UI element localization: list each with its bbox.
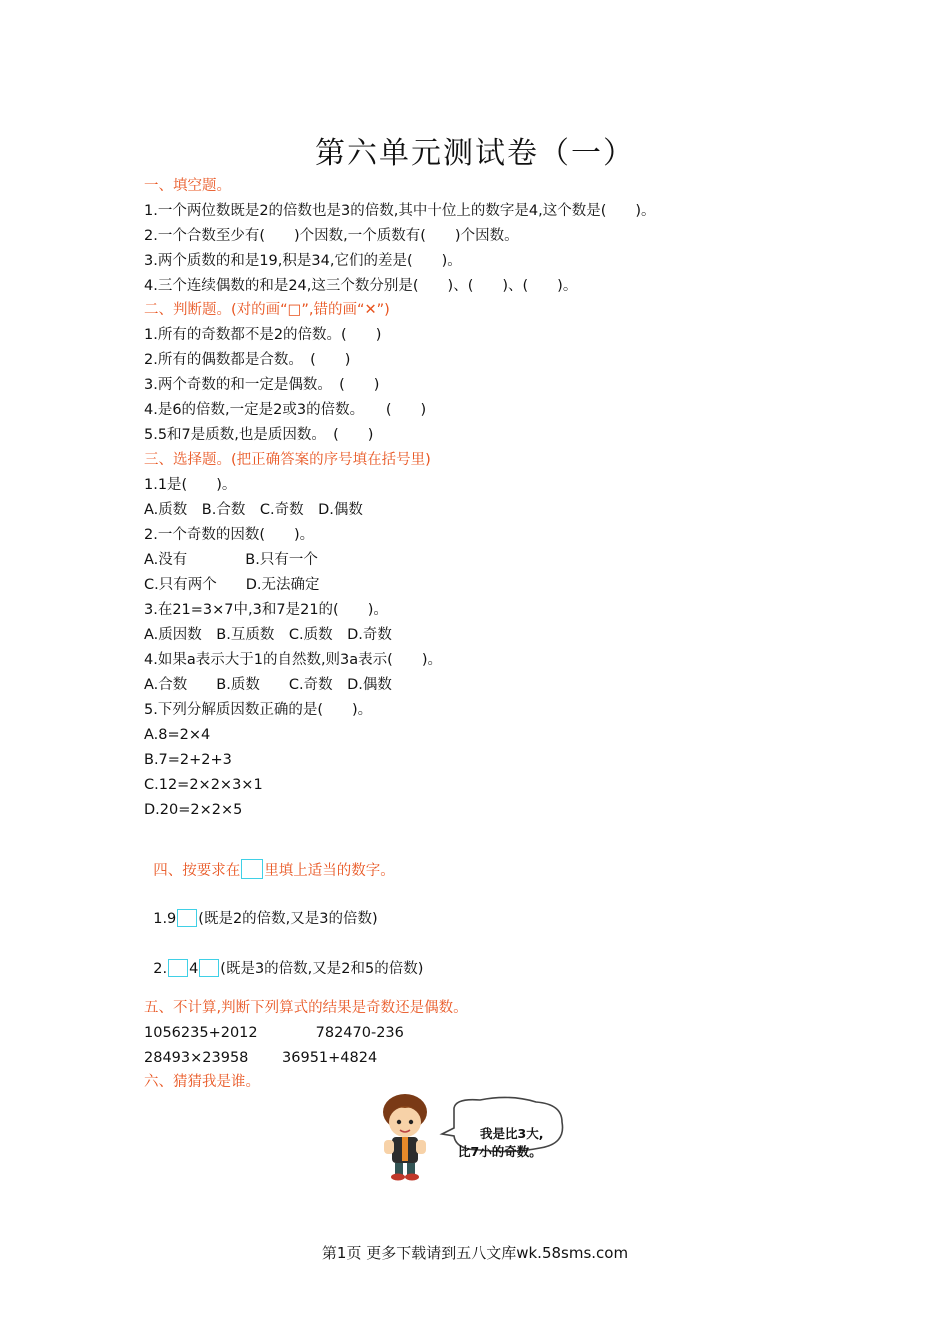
section-2-heading: 二、判断题。(对的画“□”,错的画“✕”) [144,302,390,318]
judge-question-5: 5.5和7是质数,也是质因数。 ( ) [144,427,374,443]
choice-question-2-options-b: C.只有两个 D.无法确定 [144,577,320,593]
page-title: 第六单元测试卷（一） [315,136,635,171]
answer-box [241,859,263,879]
choice-question-5-option-c: C.12=2×2×3×1 [144,777,263,793]
digit-question-2 [144,939,423,979]
section-3-heading: 三、选择题。(把正确答案的序号填在括号里) [144,452,431,468]
page-footer: 第1页 更多下载请到五八文库wk.58sms.com [321,1244,629,1262]
choice-question-2: 2.一个奇数的因数( )。 [144,527,315,543]
choice-question-5-option-a: A.8=2×4 [144,727,211,743]
speech-bubble-line-2: 比7小的奇数。 [458,1144,542,1159]
section-1-heading: 一、填空题。 [144,178,231,194]
choice-question-1-options: A.质数 B.合数 C.奇数 D.偶数 [144,502,363,518]
digit-question-2-mid: 4 [189,961,199,977]
choice-question-4-options: A.合数 B.质数 C.奇数 D.偶数 [144,677,392,693]
judge-question-2: 2.所有的偶数都是合数。 ( ) [144,352,351,368]
judge-question-3: 3.两个奇数的和一定是偶数。 ( ) [144,377,380,393]
fill-question-1: 1.一个两位数既是2的倍数也是3的倍数,其中十位上的数字是4,这个数是( )。 [144,203,656,219]
speech-bubble-line-1: 我是比3大, [480,1126,544,1141]
choice-question-2-options-a: A.没有 B.只有一个 [144,552,318,568]
answer-box[interactable] [168,959,188,977]
expression-row-2: 28493×23958 36951+4824 [144,1050,378,1066]
judge-question-4: 4.是6的倍数,一定是2或3的倍数。 ( ) [144,402,427,418]
fill-question-2: 2.一个合数至少有( )个因数,一个质数有( )个因数。 [144,228,519,244]
digit-question-1-pre: 1.9 [153,911,177,927]
digit-question-1-post: (既是2的倍数,又是3的倍数) [198,911,378,927]
expression-row-1: 1056235+2012 782470-236 [144,1025,404,1041]
choice-question-3: 3.在21=3×7中,3和7是21的( )。 [144,602,388,618]
choice-question-3-options: A.质因数 B.互质数 C.质数 D.奇数 [144,627,392,643]
answer-box[interactable] [199,959,219,977]
digit-question-2-pre: 2. [153,961,168,977]
section-4-heading-pre: 四、按要求在 [153,863,241,879]
choice-question-5-option-d: D.20=2×2×5 [144,802,243,818]
judge-question-1: 1.所有的奇数都不是2的倍数。( ) [144,327,382,343]
section-4-heading [144,839,395,881]
choice-question-5-option-b: B.7=2+2+3 [144,752,232,768]
choice-question-1: 1.1是( )。 [144,477,237,493]
fill-question-3: 3.两个质数的和是19,积是34,它们的差是( )。 [144,253,462,269]
digit-question-2-post: (既是3的倍数,又是2和5的倍数) [220,961,424,977]
choice-question-4: 4.如果a表示大于1的自然数,则3a表示( )。 [144,652,442,668]
section-5-heading: 五、不计算,判断下列算式的结果是奇数还是偶数。 [144,1000,468,1016]
section-6-heading: 六、猜猜我是谁。 [144,1074,260,1090]
section-4-heading-post: 里填上适当的数字。 [264,863,395,879]
answer-box[interactable] [177,909,197,927]
digit-question-1 [144,889,378,929]
choice-question-5: 5.下列分解质因数正确的是( )。 [144,702,373,718]
fill-question-4: 4.三个连续偶数的和是24,这三个数分别是( )、( )、( )。 [144,278,578,294]
cartoon-figure [380,1092,570,1184]
